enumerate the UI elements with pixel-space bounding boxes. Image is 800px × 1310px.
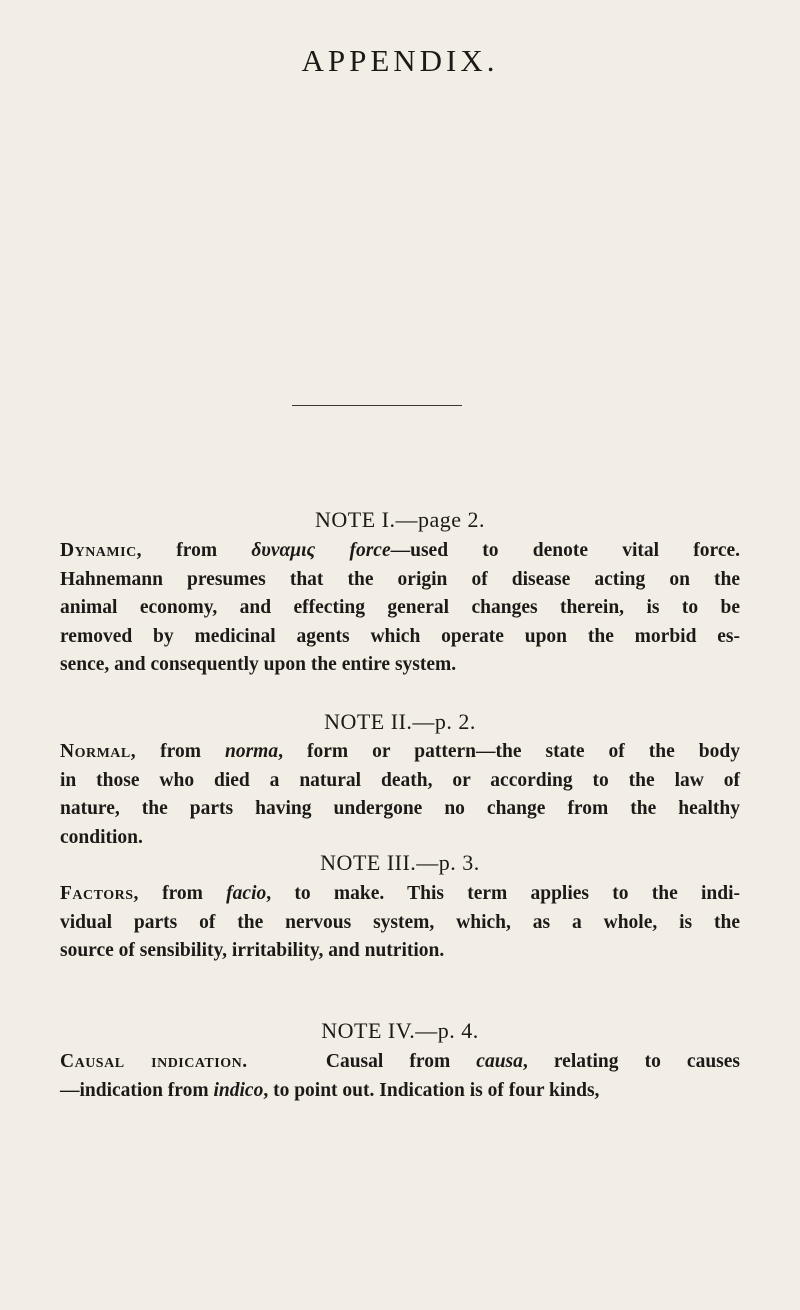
divider-rule [292, 405, 462, 406]
note-2-line-3: nature, the parts having undergone no change from the healthy [60, 798, 740, 819]
page-title: APPENDIX. [301, 43, 499, 78]
note-1-line-5: sence, and consequently upon the entire system. [60, 654, 457, 675]
note-3-term: Factors, [60, 883, 139, 904]
note-1-line-4: removed by medicinal agents which operate upon the morbid es- [60, 625, 740, 647]
note-1-heading: NOTE I.—page 2. [314, 507, 485, 532]
note-1-line-2: Hahnemann presumes that the origin of disease acting on the [60, 568, 740, 590]
note-2-line-1 [60, 738, 740, 767]
note-3-line-1-text: from facio, to make. This term applies to the indi- [162, 883, 740, 904]
note-1-line-1-text: from δυναμις force—used to denote vital force. [176, 540, 740, 561]
note-4-line-1 [60, 1048, 740, 1077]
note-2-paragraph [60, 738, 740, 852]
note-3-paragraph [60, 880, 740, 966]
note-3-line-1 [60, 880, 740, 909]
note-1-line-3: animal economy, and effecting general changes therein, is to be [60, 597, 740, 618]
note-1-paragraph [60, 537, 740, 680]
note-4-heading: NOTE IV.—p. 4. [321, 1018, 479, 1043]
note-2-line-1-text: from norma, form or pattern—the state of the body [160, 741, 740, 762]
note-2-line-4: condition. [60, 826, 143, 848]
note-4-line-2: —indication from indico, to point out. Indication is of four kinds, [60, 1079, 600, 1101]
note-4-line-1-text: Causal from causa, relating to causes [325, 1051, 740, 1072]
note-3-line-2: vidual parts of the nervous system, which, as a whole, is the [60, 911, 740, 933]
note-3-heading: NOTE III.—p. 3. [320, 850, 480, 875]
note-4-term: Causal indication. [60, 1051, 248, 1072]
note-1-line-1 [60, 537, 740, 566]
note-3-line-3: source of sensibility, irritability, and nutrition. [60, 940, 445, 961]
note-2-heading: NOTE II.—p. 2. [324, 709, 476, 734]
note-4-paragraph [60, 1048, 740, 1105]
note-2-line-2: in those who died a natural death, or according to the law of [60, 769, 740, 791]
note-2-term: Normal, [60, 741, 137, 762]
note-1-term: Dynamic, [60, 540, 143, 561]
